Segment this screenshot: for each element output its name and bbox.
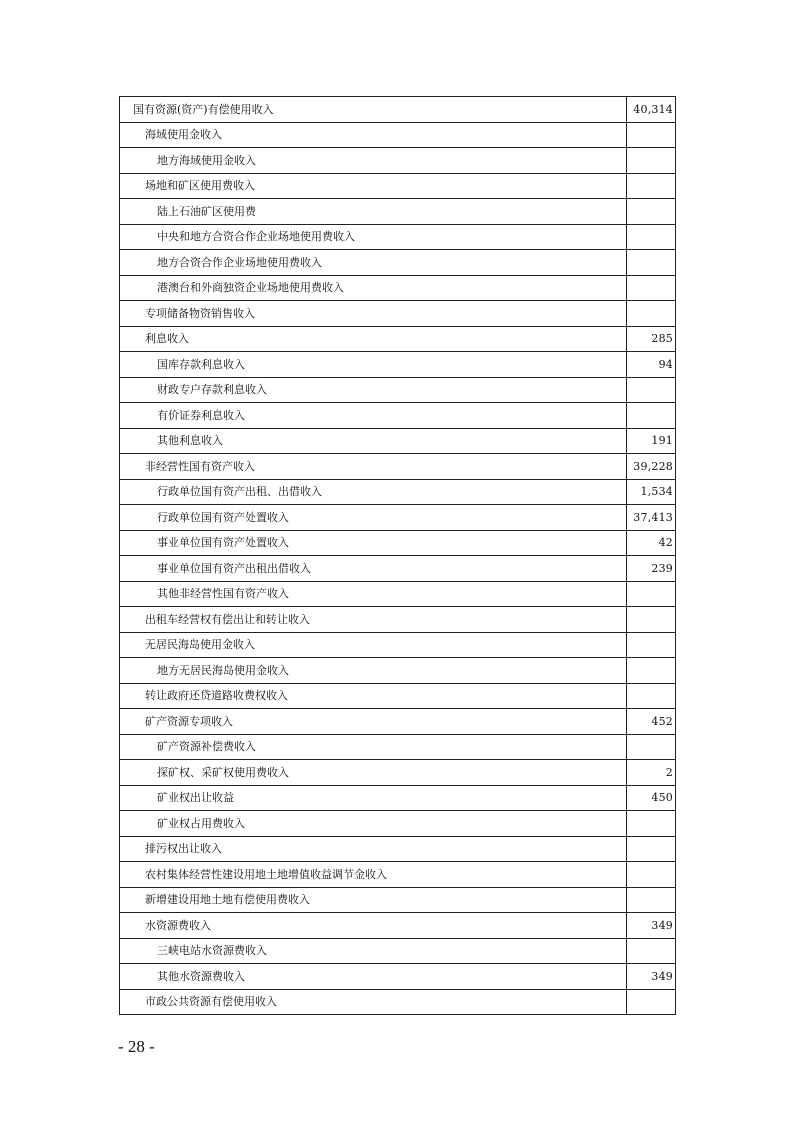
row-label: 海域使用金收入 [120, 122, 627, 148]
row-value [627, 199, 676, 225]
table-row [120, 377, 676, 403]
table-row [120, 250, 676, 276]
row-label: 利息收入 [120, 326, 627, 352]
row-value [627, 377, 676, 403]
row-value: 1,534 [627, 479, 676, 505]
table-row [120, 862, 676, 888]
table-row [120, 989, 676, 1015]
row-value [627, 683, 676, 709]
table-row [120, 760, 676, 786]
row-value: 239 [627, 556, 676, 582]
row-label: 事业单位国有资产出租出借收入 [120, 556, 627, 582]
row-label: 场地和矿区使用费收入 [120, 173, 627, 199]
row-value [627, 122, 676, 148]
row-label: 其他水资源费收入 [120, 964, 627, 990]
row-label: 出租车经营权有偿出让和转让收入 [120, 607, 627, 633]
row-label: 水资源费收入 [120, 913, 627, 939]
row-label: 其他非经营性国有资产收入 [120, 581, 627, 607]
row-label: 矿业权出让收益 [120, 785, 627, 811]
revenue-table [119, 96, 676, 1015]
row-value: 40,314 [627, 97, 676, 123]
row-value [627, 275, 676, 301]
table-row [120, 148, 676, 174]
table-row [120, 97, 676, 123]
row-value [627, 989, 676, 1015]
table-row [120, 326, 676, 352]
row-label: 事业单位国有资产处置收入 [120, 530, 627, 556]
row-label: 陆上石油矿区使用费 [120, 199, 627, 225]
page-number: - 28 - [118, 1037, 155, 1056]
table-row [120, 122, 676, 148]
table-row [120, 811, 676, 837]
table-row [120, 352, 676, 378]
revenue-table-body [120, 97, 676, 1015]
table-row [120, 964, 676, 990]
row-label: 转让政府还贷道路收费权收入 [120, 683, 627, 709]
table-row [120, 632, 676, 658]
row-label: 矿产资源补偿费收入 [120, 734, 627, 760]
table-row [120, 683, 676, 709]
table-row [120, 505, 676, 531]
row-label: 探矿权、采矿权使用费收入 [120, 760, 627, 786]
row-value: 349 [627, 964, 676, 990]
row-label: 港澳台和外商独资企业场地使用费收入 [120, 275, 627, 301]
row-value: 37,413 [627, 505, 676, 531]
row-label: 地方合资合作企业场地使用费收入 [120, 250, 627, 276]
row-label: 其他利息收入 [120, 428, 627, 454]
row-value [627, 887, 676, 913]
table-row [120, 454, 676, 480]
row-value: 94 [627, 352, 676, 378]
row-value [627, 734, 676, 760]
row-label: 矿产资源专项收入 [120, 709, 627, 735]
table-row [120, 734, 676, 760]
row-value [627, 607, 676, 633]
row-value: 2 [627, 760, 676, 786]
row-value [627, 250, 676, 276]
table-row [120, 173, 676, 199]
row-label: 国有资源(资产)有偿使用收入 [120, 97, 627, 123]
row-label: 地方海域使用金收入 [120, 148, 627, 174]
table-row [120, 607, 676, 633]
row-value [627, 632, 676, 658]
row-label: 市政公共资源有偿使用收入 [120, 989, 627, 1015]
row-label: 财政专户存款利息收入 [120, 377, 627, 403]
row-value [627, 938, 676, 964]
row-label: 行政单位国有资产处置收入 [120, 505, 627, 531]
row-value [627, 224, 676, 250]
table-row [120, 301, 676, 327]
row-label: 农村集体经营性建设用地土地增值收益调节金收入 [120, 862, 627, 888]
row-label: 地方无居民海岛使用金收入 [120, 658, 627, 684]
table-row [120, 709, 676, 735]
row-label: 排污权出让收入 [120, 836, 627, 862]
row-label: 有价证券利息收入 [120, 403, 627, 429]
row-value: 452 [627, 709, 676, 735]
table-row [120, 938, 676, 964]
table-row [120, 913, 676, 939]
table-row [120, 479, 676, 505]
table-row [120, 785, 676, 811]
table-row [120, 887, 676, 913]
table-row [120, 581, 676, 607]
row-value [627, 811, 676, 837]
row-value: 285 [627, 326, 676, 352]
row-label: 三峡电站水资源费收入 [120, 938, 627, 964]
table-row [120, 836, 676, 862]
row-value [627, 581, 676, 607]
row-value [627, 148, 676, 174]
row-label: 中央和地方合资合作企业场地使用费收入 [120, 224, 627, 250]
row-label: 矿业权占用费收入 [120, 811, 627, 837]
table-row [120, 658, 676, 684]
table-row [120, 556, 676, 582]
row-value: 191 [627, 428, 676, 454]
row-label: 行政单位国有资产出租、出借收入 [120, 479, 627, 505]
table-row [120, 428, 676, 454]
table-row [120, 275, 676, 301]
row-label: 无居民海岛使用金收入 [120, 632, 627, 658]
table-row [120, 224, 676, 250]
row-value: 42 [627, 530, 676, 556]
row-value [627, 836, 676, 862]
row-value: 450 [627, 785, 676, 811]
row-label: 国库存款利息收入 [120, 352, 627, 378]
table-row [120, 199, 676, 225]
row-value [627, 862, 676, 888]
row-label: 专项储备物资销售收入 [120, 301, 627, 327]
row-value [627, 658, 676, 684]
row-value [627, 173, 676, 199]
row-value [627, 301, 676, 327]
table-row [120, 530, 676, 556]
row-label: 非经营性国有资产收入 [120, 454, 627, 480]
row-label: 新增建设用地土地有偿使用费收入 [120, 887, 627, 913]
row-value [627, 403, 676, 429]
row-value: 349 [627, 913, 676, 939]
row-value: 39,228 [627, 454, 676, 480]
table-row [120, 403, 676, 429]
